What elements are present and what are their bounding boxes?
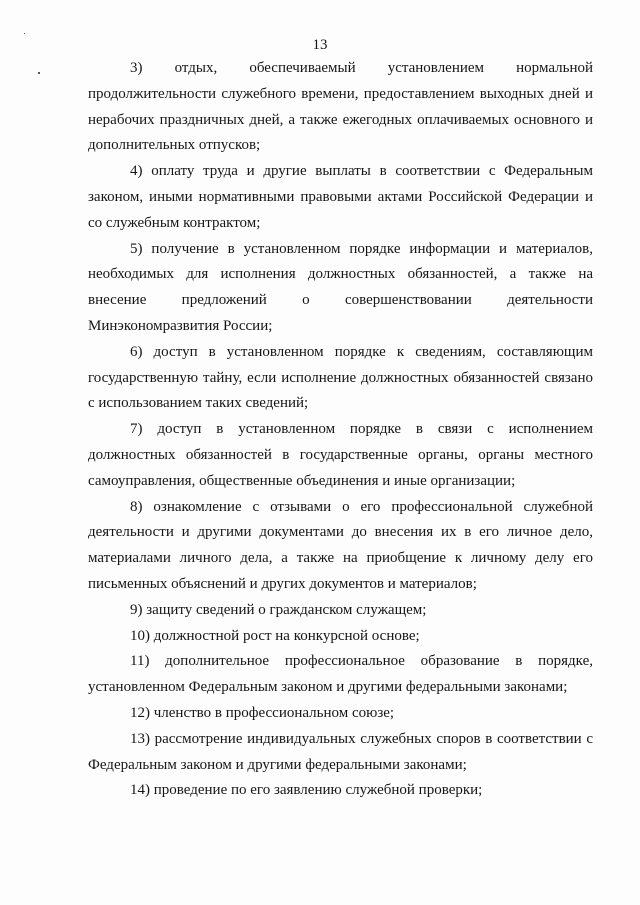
list-item-11: 11) дополнительное профессиональное образование в порядке, установленном Федеральным законом и другими федеральными законами; (88, 653, 593, 696)
list-item-9: 9) защиту сведений о гражданском служащем; (130, 601, 427, 618)
list-item-6: 6) доступ в установленном порядке к сведениям, составляющим государственную тайну, если исполнение должностных обязанностей связано с использованием таких сведений; (88, 343, 593, 412)
list-item-8: 8) ознакомление с отзывами о его профессиональной служебной деятельности и другими документами до внесения их в его личное дело, материалами личного дела, а также на приобщение к личному делу его письменных объяснений и других документов и материалов; (88, 498, 593, 592)
list-item-7: 7) доступ в установленном порядке в связи с исполнением должностных обязанностей в государственные органы, органы местного самоуправления, общественные объединения и иные организации; (88, 421, 593, 489)
page-number: 13 (312, 37, 328, 53)
list-item-5: 5) получение в установленном порядке информации и материалов, необходимых для исполнения должностных обязанностей, а также на внесение предложений о совершенствовании деятельности Минэкономразвития России; (88, 240, 593, 334)
list-item-4: 4) оплату труда и другие выплаты в соответствии с Федеральным законом, иными нормативными правовыми актами Российской Федерации и со служебным контрактом; (88, 163, 593, 231)
list-item-14: 14) проведение по его заявлению служебной проверки; (130, 782, 483, 799)
list-item-13: 13) рассмотрение индивидуальных служебных споров в соответствии с Федеральным законом и другими федеральными законами; (88, 730, 593, 773)
scan-speck (24, 33, 25, 34)
scan-speck (38, 72, 40, 74)
list-item-3: 3) отдых, обеспечиваемый установлением нормальной продолжительности служебного времени, предоставлением выходных дней и нерабочих праздничных дней, а также ежегодных оплачиваемых основного и дополнительных отпусков; (88, 60, 593, 154)
document-body (88, 56, 593, 804)
list-item-12: 12) членство в профессиональном союзе; (130, 704, 395, 721)
list-item-10: 10) должностной рост на конкурсной основе; (130, 627, 420, 644)
